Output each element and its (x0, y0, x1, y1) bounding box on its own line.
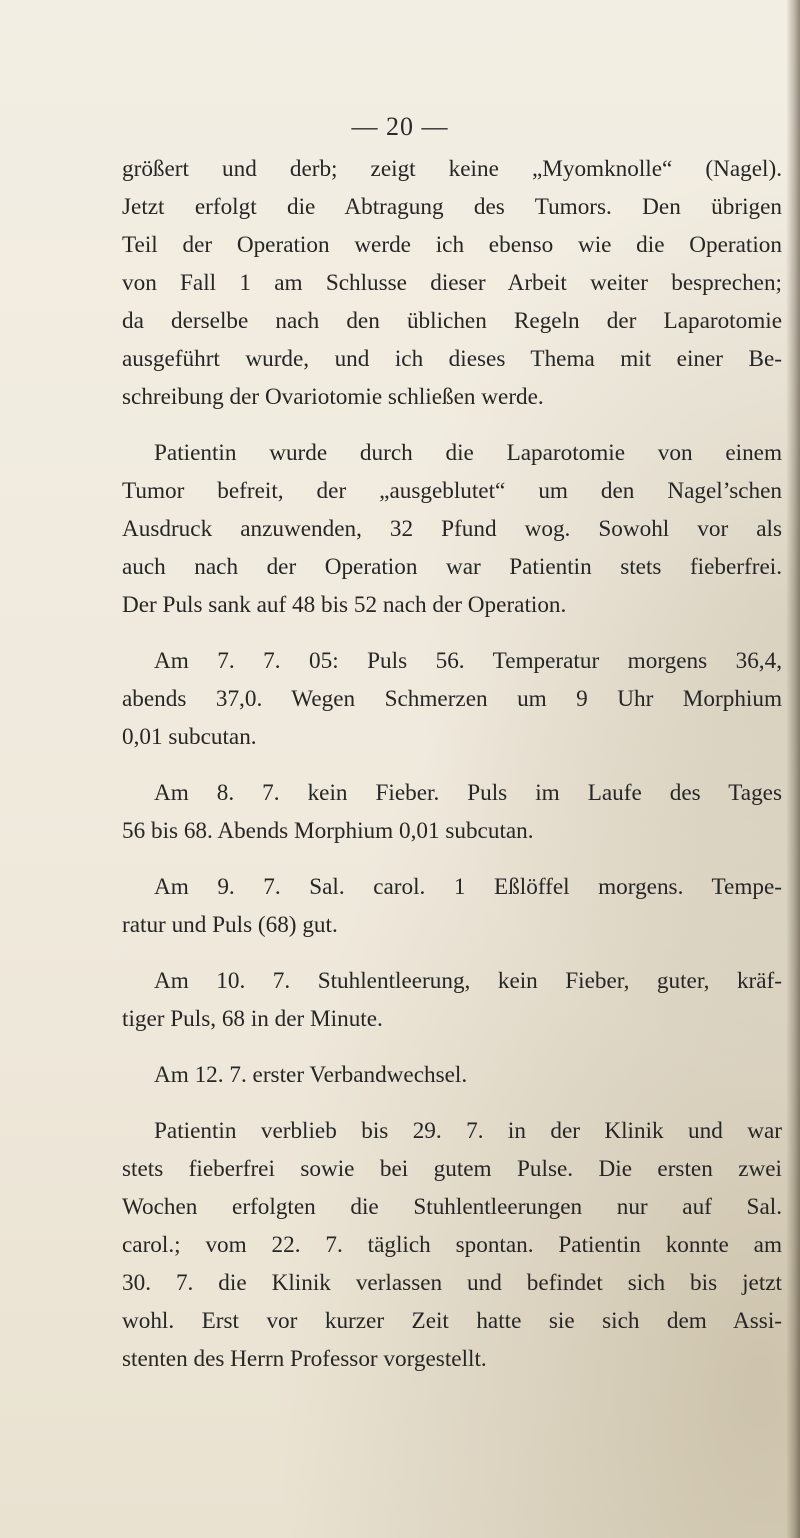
text-line: Jetzt erfolgt die Abtragung des Tumors. Den übrigen (122, 194, 782, 220)
paragraph-gap (122, 1094, 782, 1112)
text-line: Patientin wurde durch die Laparotomie von einem (154, 440, 782, 466)
text-line: größert und derb; zeigt keine „Myomknolle“ (Nagel). (122, 156, 782, 182)
text-line: wohl. Erst vor kurzer Zeit hatte sie sich dem Assi- (122, 1308, 782, 1334)
text-line: stets fieberfrei sowie bei gutem Pulse. Die ersten zwei (122, 1156, 782, 1182)
text-line: abends 37,0. Wegen Schmerzen um 9 Uhr Morphium (122, 686, 782, 712)
text-line: ausgeführt wurde, und ich dieses Thema mit einer Be- (122, 346, 782, 372)
text-line: carol.; vom 22. 7. täglich spontan. Patientin konnte am (122, 1232, 782, 1258)
text-line: Am 10. 7. Stuhlentleerung, kein Fieber, guter, kräf- (154, 968, 782, 994)
text-line: tiger Puls, 68 in der Minute. (122, 1006, 383, 1032)
body-text (122, 150, 782, 1378)
text-line: 56 bis 68. Abends Morphium 0,01 subcutan. (122, 818, 534, 844)
text-line: 30. 7. die Klinik verlassen und befindet sich bis jetzt (122, 1270, 782, 1296)
page-number: — 20 — (351, 112, 449, 141)
text-line: Tumor befreit, der „ausgeblutet“ um den Nagel’schen (122, 478, 782, 504)
paragraph (122, 642, 782, 756)
text-line: Teil der Operation werde ich ebenso wie die Operation (122, 232, 782, 258)
text-line: Am 12. 7. erster Verbandwechsel. (154, 1062, 468, 1088)
paragraph-gap (122, 416, 782, 434)
paragraph-gap (122, 756, 782, 774)
paragraph (122, 962, 782, 1038)
paragraph (122, 868, 782, 944)
text-line: Am 9. 7. Sal. carol. 1 Eßlöffel morgens. Tempe- (154, 874, 782, 900)
paragraph (122, 1112, 782, 1378)
text-line: 0,01 subcutan. (122, 724, 257, 750)
text-line: auch nach der Operation war Patientin stets fieberfrei. (122, 554, 782, 580)
text-line: Der Puls sank auf 48 bis 52 nach der Operation. (122, 592, 567, 618)
text-line: Am 8. 7. kein Fieber. Puls im Laufe des Tages (154, 780, 782, 806)
paragraph (122, 434, 782, 624)
text-line: stenten des Herrn Professor vorgestellt. (122, 1346, 487, 1372)
paragraph-gap (122, 1038, 782, 1056)
text-line: schreibung der Ovariotomie schließen werde. (122, 384, 544, 410)
text-line: da derselbe nach den üblichen Regeln der Laparotomie (122, 308, 782, 334)
paragraph (122, 774, 782, 850)
text-line: Ausdruck anzuwenden, 32 Pfund wog. Sowohl vor als (122, 516, 782, 542)
paragraph (122, 150, 782, 416)
paragraph (122, 1056, 782, 1094)
text-line: Patientin verblieb bis 29. 7. in der Klinik und war (154, 1118, 782, 1144)
text-line: Am 7. 7. 05: Puls 56. Temperatur morgens 36,4, (154, 648, 782, 674)
paragraph-gap (122, 850, 782, 868)
text-line: Wochen erfolgten die Stuhlentleerungen nur auf Sal. (122, 1194, 782, 1220)
paragraph-gap (122, 624, 782, 642)
text-line: ratur und Puls (68) gut. (122, 912, 338, 938)
paragraph-gap (122, 944, 782, 962)
page-edge-shadow (786, 0, 800, 1538)
text-line: von Fall 1 am Schlusse dieser Arbeit weiter besprechen; (122, 270, 782, 296)
